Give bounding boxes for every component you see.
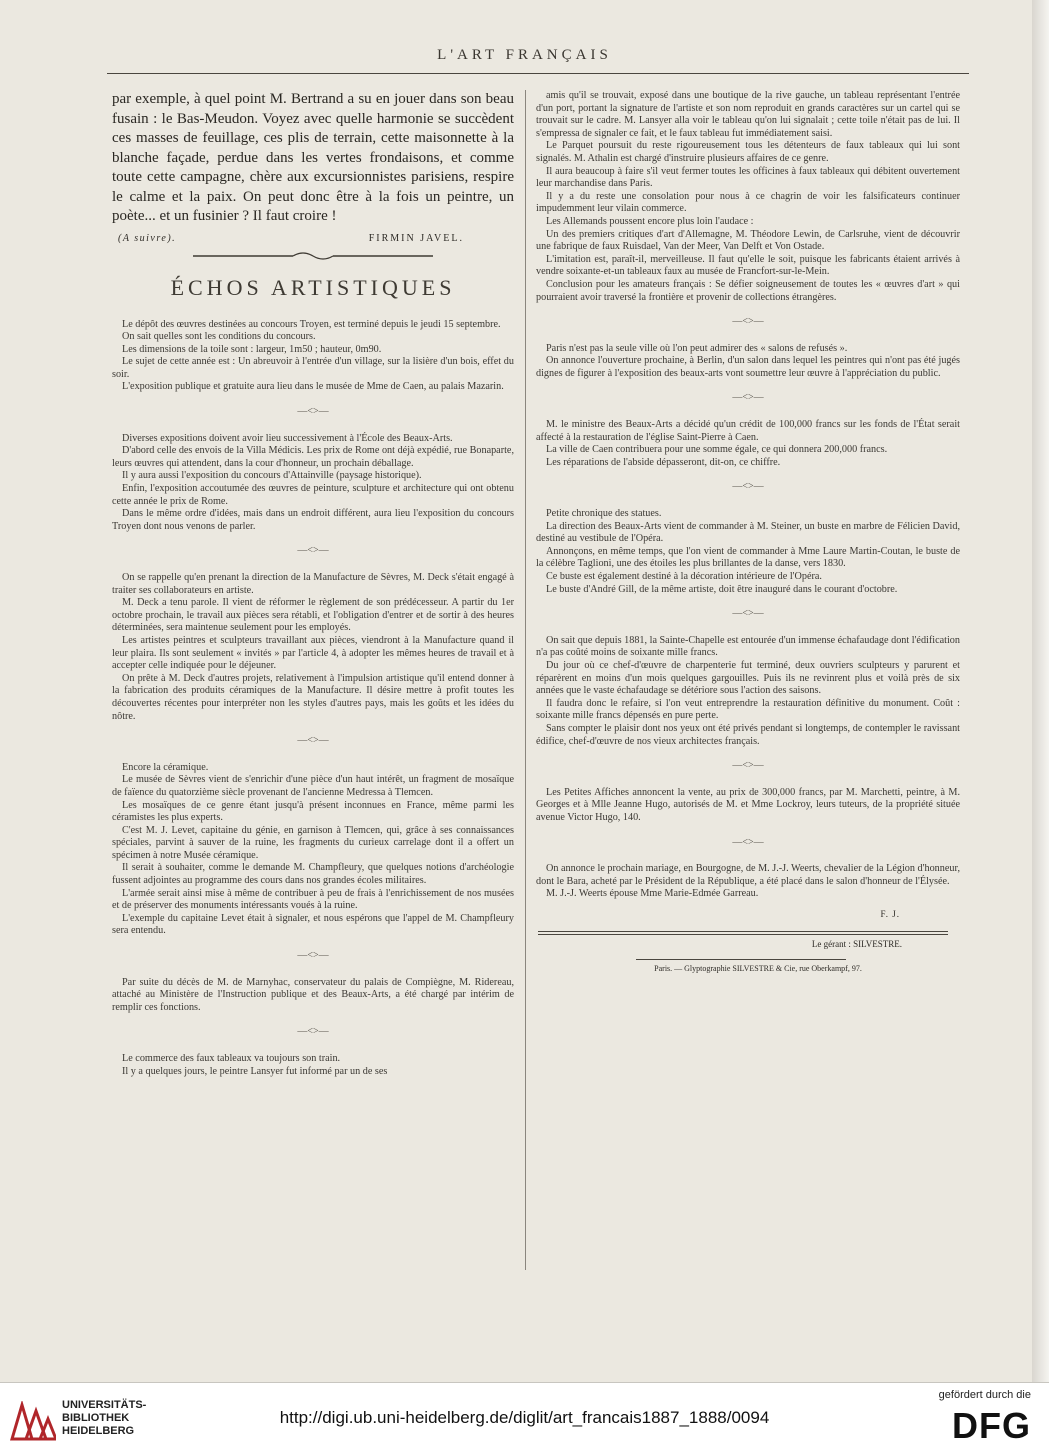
column-divider bbox=[525, 90, 526, 1270]
lead-paragraph-block bbox=[112, 90, 514, 244]
news-paragraph: La ville de Caen contribuera pour une somme égale, ce qui donnera 200,000 francs. bbox=[546, 444, 888, 456]
news-paragraph: Les artistes peintres et sculpteurs travaillant aux pièces, viendront à la Manufacture quand il leur plaira. Ils sont seulement « invités » par l'article 4, à adopter les mêmes heures de travail et à accepter celle indiquée pour le déjeuner. bbox=[112, 634, 514, 672]
news-paragraph: Il y aura aussi l'exposition du concours d'Attainville (paysage historique). bbox=[122, 470, 422, 482]
news-paragraph: Dans le même ordre d'idées, mais dans un endroit différent, aura lieu l'exposition du concours Troyen dont nous venons de parler. bbox=[112, 508, 514, 532]
digitization-footer bbox=[0, 1382, 1049, 1454]
news-paragraph: Le musée de Sèvres vient de s'enrichir d'une pièce d'un haut intérêt, un fragment de mosaïque de faïence du quatorzième siècle provenant de l'ancienne Medressa à Tlemcen. bbox=[112, 774, 514, 798]
news-paragraph: M. Deck a tenu parole. Il vient de réformer le règlement de son prédécesseur. A partir du 1er octobre prochain, le travail aux pièces sera rétabli, et l'obligation d'entrer et de sortir à des heures déterminées, sera maintenue seulement pour les employés. bbox=[112, 597, 514, 634]
news-paragraph: On prête à M. Deck d'autres projets, relativement à l'impulsion artistique qu'il entend donner à la fabrication des produits céramiques de la Manufacture. Il désire mettre à profit toutes les découvertes récentes pour interpréter non les styles d'autres pays, mais les goûts et les idées du nôtre. bbox=[112, 672, 514, 722]
section-title: ÉCHOS ARTISTIQUES bbox=[170, 274, 456, 300]
author-initials: F. J. bbox=[880, 908, 900, 919]
printer-imprint: Paris. — Glyptographie SILVESTRE & Cie, rue Oberkampf, 97. bbox=[654, 963, 862, 973]
dfg-logo: DFG bbox=[952, 1405, 1031, 1446]
news-paragraph: L'exposition publique et gratuite aura lieu dans le musée de Mme de Caen, au palais Mazarin. bbox=[122, 381, 504, 393]
closing-rule-bottom bbox=[538, 934, 948, 935]
news-paragraph: On se rappelle qu'en prenant la direction de la Manufacture de Sèvres, M. Deck s'était engagé à traiter ses collaborateurs en artiste. bbox=[112, 572, 514, 596]
right-column bbox=[536, 90, 960, 1190]
ornament-rule-icon bbox=[193, 250, 433, 262]
news-paragraph: Il faudra donc le refaire, si l'on veut entreprendre la restauration définitive du monument. Coût : soixante mille francs dépensés en pure perte. bbox=[536, 697, 960, 722]
news-paragraph: Enfin, l'exposition accoutumée des œuvres de peinture, sculpture et architecture qui ont obtenu cette année le prix de Rome. bbox=[112, 483, 514, 507]
news-paragraph: Ce buste est également destiné à la décoration intérieure de l'Opéra. bbox=[546, 571, 822, 582]
news-paragraph: Il y a quelques jours, le peintre Lansyer fut informé par un de ses bbox=[122, 1065, 388, 1077]
news-paragraph: Les mosaïques de ce genre étant jusqu'à présent inconnues en France, même parmi les céramistes les plus experts. bbox=[112, 799, 514, 824]
article-separator: —<>— bbox=[297, 735, 329, 747]
article-separator: —<>— bbox=[732, 481, 764, 493]
news-paragraph: Encore la céramique. bbox=[122, 761, 209, 773]
news-paragraph: On sait que depuis 1881, la Sainte-Chapelle est entourée d'un immense échafaudage dont l'édification n'a pas coûté moins de soixante mille francs. bbox=[536, 634, 960, 659]
news-paragraph: Conclusion pour les amateurs français : Se défier soigneusement de toutes les « œuvres d'art » qui pourraient avoir traversé la frontière et provenir de collections étrangères. bbox=[536, 278, 960, 303]
news-paragraph: Le Parquet poursuit du reste rigoureusement tous les détenteurs de faux tableaux qui lui sont signalés. M. Athalin est chargé d'instruire plusieurs affaires de ce genre. bbox=[536, 140, 960, 164]
news-paragraph: amis qu'il se trouvait, exposé dans une boutique de la rive gauche, un tableau représentant l'entrée d'un port, portant la signature de l'artiste et son nom reproduit en grands caractères sur un cartel qui se trouvait sur le cadre. M. Lansyer alla voir le tableau qu'on lui signalait ; cette toile n'était pas de lui. Il s'empressa de signaler ce fait, et le faux tableau fut immédiatement saisi. bbox=[536, 90, 960, 139]
news-paragraph: On annonce l'ouverture prochaine, à Berlin, d'un salon dans lequel les peintres qui n'ont pas été jugés dignes de figurer à l'exposition des beaux-arts vont soumettre leur œuvre à l'appréciation du public. bbox=[536, 355, 960, 379]
news-paragraph: Le commerce des faux tableaux va toujours son train. bbox=[122, 1053, 341, 1064]
news-paragraph: Il y a du reste une consolation pour nous à ce chagrin de voir les falsificateurs continuer impudemment leur vilain commerce. bbox=[536, 190, 960, 215]
news-paragraph: Le dépôt des œuvres destinées au concours Troyen, est terminé depuis le jeudi 15 septembre. bbox=[122, 318, 501, 330]
news-paragraph: Les Allemands poussent encore plus loin l'audace : bbox=[546, 215, 754, 227]
page-edge bbox=[1032, 0, 1049, 1382]
news-paragraph: L'armée serait ainsi mise à même de contribuer à peu de frais à l'enrichissement de nos musées et de préserver des monuments intéressants voués à la ruine. bbox=[112, 887, 514, 912]
gerant-line: Le gérant : SILVESTRE. bbox=[811, 938, 902, 949]
running-head: L'ART FRANÇAIS bbox=[437, 47, 612, 63]
news-paragraph: Annonçons, en même temps, que l'on vient de commander à Mme Laure Martin-Coutan, le buste de la célèbre Taglioni, une des étoiles les plus brillantes de la danse, vers 1830. bbox=[536, 545, 960, 570]
news-paragraph: M. J.-J. Weerts épouse Mme Marie-Edmée Garreau. bbox=[546, 888, 759, 900]
news-paragraph: La direction des Beaux-Arts vient de commander à M. Steiner, un buste en marbre de Félicien David, destiné au vestibule de l'Opéra. bbox=[536, 520, 960, 545]
article-separator: —<>— bbox=[297, 406, 329, 418]
news-paragraph: On annonce le prochain mariage, en Bourgogne, de M. J.-J. Weerts, chevalier de la Légion d'honneur, dont le Bara, acheté par le Président de la République, a été placé dans le salon d'honneur de l'Élysée. bbox=[536, 863, 960, 887]
news-paragraph: C'est M. J. Levet, capitaine du génie, en garnison à Tlemcen, qui, grâce à ses connaissances spéciales, parvint à sauver de la ruine, les fragments du curieux carrelage dont il a offert un spécimen à notre Musée céramique. bbox=[112, 824, 514, 861]
news-paragraph: L'imitation est, paraît-il, merveilleuse. Il faut qu'elle le soit, puisque les fabricants étaient arrivés à vendre soixante-et-un tableaux faux au musée de Francfort-sur-le-Mein. bbox=[536, 253, 960, 278]
permalink-url[interactable]: http://digi.ub.uni-heidelberg.de/diglit/art_francais1887_1888/0094 bbox=[279, 1408, 770, 1427]
news-paragraph: Sans compter le plaisir dont nos yeux ont été privés pendant si longtemps, de contempler le ravissant édifice, chef-d'œuvre de nos vieux architectes français. bbox=[536, 722, 960, 747]
news-paragraph: M. le ministre des Beaux-Arts a décidé qu'un crédit de 100,000 francs sur les fonds de l'État serait affecté à la restauration de l'église Saint-Pierre à Caen. bbox=[536, 419, 960, 443]
news-paragraph: Les dimensions de la toile sont : largeur, 1m50 ; hauteur, 0m90. bbox=[122, 343, 382, 355]
news-paragraph: Le buste d'André Gill, de la même artiste, doit être inauguré dans le courant d'octobre. bbox=[546, 583, 898, 595]
byline bbox=[112, 233, 514, 244]
article-separator: —<>— bbox=[297, 545, 329, 557]
news-paragraph: Il serait à souhaiter, comme le demande M. Champfleury, que quelques notions d'archéologie fussent adjointes au programme des cours dans nos grandes écoles militaires. bbox=[112, 862, 514, 887]
author-signature: FIRMIN JAVEL. bbox=[368, 232, 464, 244]
university-name-line: UNIVERSITÄTS- bbox=[62, 1399, 147, 1411]
news-paragraph: Les Petites Affiches annoncent la vente, au prix de 300,000 francs, par M. Marchetti, peintre, à M. Georges et à Mlle Jeanne Hugo, autorisés de M. et Mme Lockroy, leurs tuteurs, de la propriété située avenue Victor Hugo, 140. bbox=[536, 786, 960, 823]
news-paragraph: Les réparations de l'abside dépasseront, dit-on, ce chiffre. bbox=[546, 456, 781, 468]
news-paragraph: Du jour où ce chef-d'œuvre de charpenterie fut terminé, deux ouvriers sculpteurs y parurent et réparèrent en moins d'un mois quelques gargouilles. Puis ils ne revinrent plus et voilà près de six années que le vaste échafaudage se détériore sous l'action des saisons. bbox=[536, 659, 960, 697]
lead-paragraph: par exemple, à quel point M. Bertrand a su en jouer dans son beau fusain : le Bas-Meudon. Voyez avec quelle harmonie se succèdent ces masses de feuillage, ces plis de terrain, cette maisonnette à la blanche façade, perdue dans les vertes frondaisons, et comme toute cette campagne, chère aux excursionnistes parisiens, respire le calme et la paix. On peut donc être à la fois un peintre, un poète... et un fusinier ? Il faut croire ! bbox=[112, 91, 514, 224]
imprint-rule bbox=[636, 959, 846, 960]
sponsor-text: gefördert durch die bbox=[938, 1389, 1031, 1401]
article-separator: —<>— bbox=[732, 316, 764, 328]
university-name-line: HEIDELBERG bbox=[62, 1425, 135, 1437]
left-column bbox=[112, 90, 514, 1375]
news-paragraph: On sait quelles sont les conditions du concours. bbox=[122, 331, 316, 343]
news-paragraph: Paris n'est pas la seule ville où l'on peut admirer des « salons de refusés ». bbox=[546, 342, 848, 354]
news-left bbox=[112, 319, 514, 1079]
header-rule bbox=[107, 73, 969, 74]
article-separator: —<>— bbox=[732, 760, 764, 772]
news-paragraph: Par suite du décès de M. de Marnyhac, conservateur du palais de Compiègne, M. Ridereau, attaché au Ministère de l'Instruction publique et des Beaux-Arts, a été chargé par intérim de remplir ces fonctions. bbox=[112, 976, 514, 1013]
to-be-continued: (A suivre). bbox=[118, 232, 177, 244]
closing-rule-top bbox=[538, 931, 948, 932]
article-separator: —<>— bbox=[732, 392, 764, 404]
news-paragraph: Le sujet de cette année est : Un abreuvoir à l'entrée d'un village, sur la lisière d'un bois, effet du soir. bbox=[112, 356, 514, 380]
article-separator: —<>— bbox=[732, 608, 764, 620]
article-separator: —<>— bbox=[297, 1026, 329, 1038]
university-name-line: BIBLIOTHEK bbox=[62, 1412, 130, 1424]
news-paragraph: L'exemple du capitaine Levet était à signaler, et nous espérons que l'appel de M. Champfleury sera entendu. bbox=[112, 912, 514, 937]
news-paragraph: Diverses expositions doivent avoir lieu successivement à l'École des Beaux-Arts. bbox=[122, 432, 453, 444]
article-separator: —<>— bbox=[732, 836, 764, 848]
news-paragraph: Un des premiers critiques d'art d'Allemagne, M. Théodore Lewin, de Carlsruhe, vient de découvrir une fabrique de faux Ruisdael, Van der Meer, Van Delft et Von Ostade. bbox=[536, 228, 960, 253]
section-ornament bbox=[112, 250, 514, 265]
news-paragraph: D'abord celle des envois de la Villa Médicis. Les prix de Rome ont déjà expédié, rue Bonaparte, leurs œuvres qui attendent, dans la cour d'honneur, un prochain déballage. bbox=[112, 445, 514, 469]
news-paragraph: Il aura beaucoup à faire s'il veut fermer toutes les officines à faux tableaux qui débitent ouvertement leur marchandise dans Paris. bbox=[536, 165, 960, 190]
article-separator: —<>— bbox=[297, 950, 329, 962]
news-paragraph: Petite chronique des statues. bbox=[546, 508, 662, 520]
news-right bbox=[536, 90, 960, 901]
